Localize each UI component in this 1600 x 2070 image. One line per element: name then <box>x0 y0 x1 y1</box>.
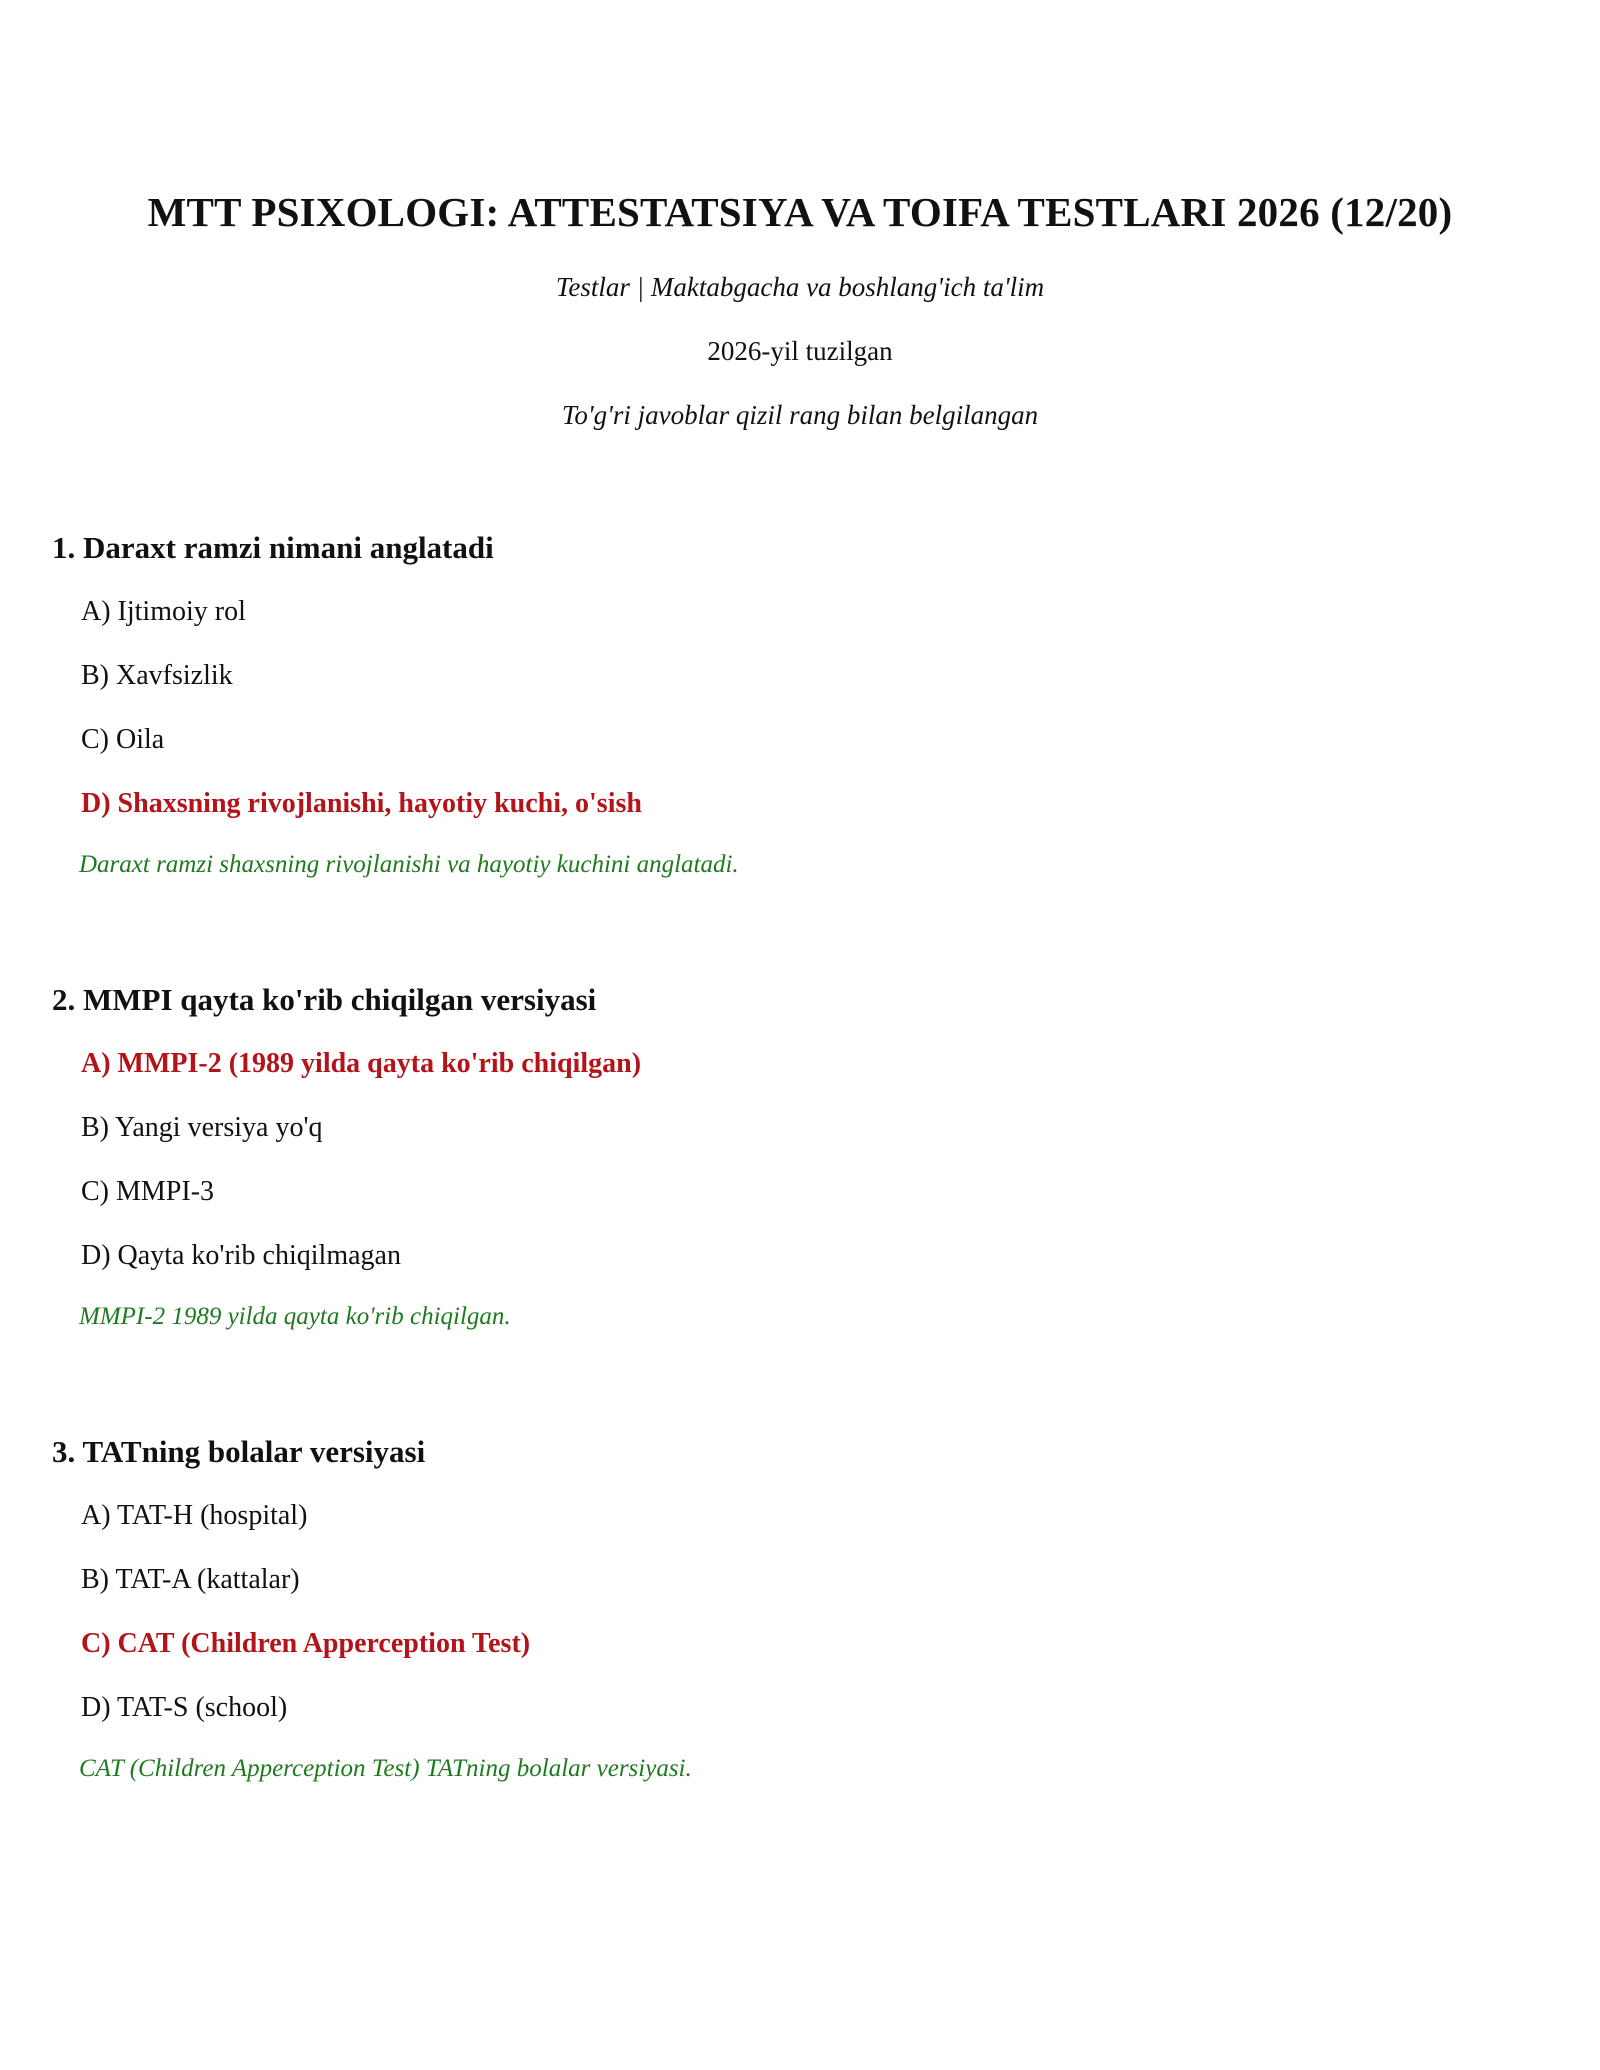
answer-option-a: A) Ijtimoiy rol <box>81 596 246 627</box>
answer-option-d: D) TAT-S (school) <box>81 1692 288 1723</box>
document-note: To'g'ri javoblar qizil rang bilan belgilangan <box>561 400 1039 430</box>
question-3 <box>52 1432 1552 1786</box>
answer-explanation: Daraxt ramzi shaxsning rivojlanishi va hayotiy kuchini anglatadi. <box>79 851 739 878</box>
question-title: 1. Daraxt ramzi nimani anglatadi <box>52 530 494 565</box>
answer-option-b: B) Yangi versiya yo'q <box>81 1112 323 1143</box>
answer-option-a-correct: A) MMPI-2 (1989 yilda qayta ko'rib chiqilgan) <box>81 1048 642 1079</box>
question-title: 3. TATning bolalar versiyasi <box>52 1434 426 1469</box>
answer-explanation: CAT (Children Apperception Test) TATning bolalar versiyasi. <box>79 1755 692 1782</box>
answer-option-b: B) Xavfsizlik <box>81 660 233 691</box>
question-2 <box>52 980 1552 1334</box>
document-title: MTT PSIXOLOGI: ATTESTATSIYA VA TOIFA TESTLARI 2026 (12/20) <box>147 189 1453 235</box>
answer-option-b: B) TAT-A (kattalar) <box>81 1564 300 1595</box>
document-year-line: 2026-yil tuzilgan <box>707 336 893 366</box>
answer-option-a: A) TAT-H (hospital) <box>81 1500 308 1531</box>
answer-option-c: C) MMPI-3 <box>81 1176 215 1207</box>
answer-option-d: D) Qayta ko'rib chiqilmagan <box>81 1240 401 1271</box>
answer-option-c-correct: C) CAT (Children Apperception Test) <box>81 1628 531 1659</box>
answer-option-c: C) Oila <box>81 724 165 755</box>
document-subtitle: Testlar | Maktabgacha va boshlang'ich ta'lim <box>555 272 1045 302</box>
answer-option-d-correct: D) Shaxsning rivojlanishi, hayotiy kuchi, o'sish <box>81 788 642 819</box>
question-title: 2. MMPI qayta ko'rib chiqilgan versiyasi <box>52 982 597 1017</box>
question-1 <box>52 528 1552 882</box>
answer-explanation: MMPI-2 1989 yilda qayta ko'rib chiqilgan. <box>79 1303 511 1330</box>
